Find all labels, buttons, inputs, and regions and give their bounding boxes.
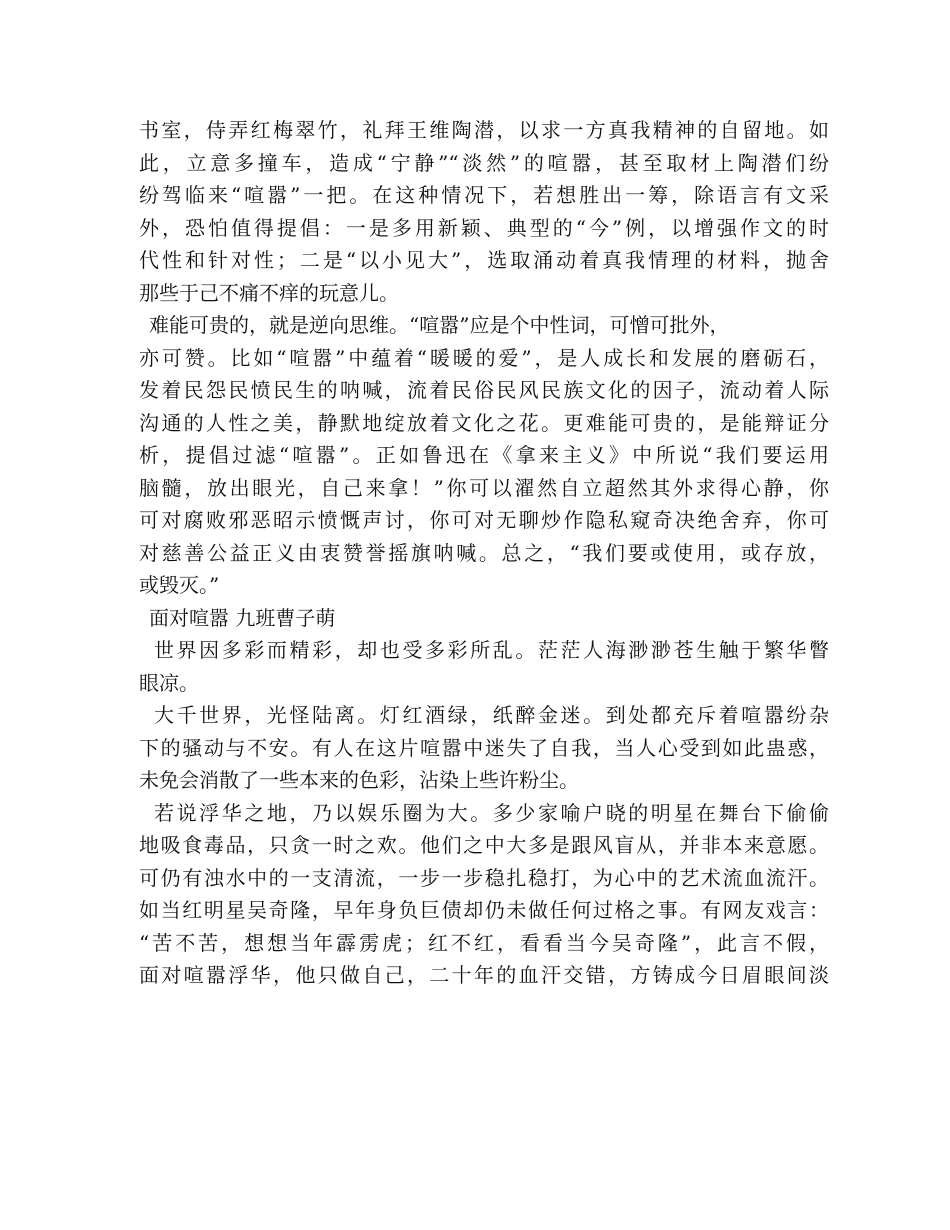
text-line: 可对腐败邪恶昭示愤慨声讨，你可对无聊炒作隐私窥奇决绝舍弃，你可 (139, 508, 829, 532)
text-line: 此，立意多撞车，造成“宁静”“淡然”的喧嚣，甚至取材上陶潜们纷 (139, 150, 829, 175)
text-line: 眼凉。 (139, 670, 199, 695)
text-line: 脑髓，放出眼光，自己来拿！”你可以濯然自立超然其外求得心静，你 (139, 475, 829, 500)
text-line: 对慈善公益正义由衷赞誉摇旗呐喊。总之，“我们要或使用，或存放， (139, 540, 829, 565)
text-line: 难能可贵的，就是逆向思维。“喧嚣”应是个中性词，可憎可批外， (149, 313, 730, 337)
text-line: 未免会消散了一些本来的色彩，沾染上些许粉尘。 (139, 768, 579, 792)
text-line: 外，恐怕值得提倡：一是多用新颖、典型的“今”例，以增强作文的时 (139, 215, 829, 240)
text-line: 下的骚动与不安。有人在这片喧嚣中迷失了自我，当人心受到如此蛊惑， (139, 735, 829, 760)
text-line: 纷驾临来“喧嚣”一把。在这种情况下，若想胜出一筹，除语言有文采 (139, 183, 829, 207)
text-line: 沟通的人性之美，静默地绽放着文化之花。更难能可贵的，是能辩证分 (139, 410, 829, 435)
text-line: 那些于己不痛不痒的玩意儿。 (139, 280, 399, 305)
text-line: 发着民怨民愤民生的呐喊，流着民俗民风民族文化的因子，流动着人际 (139, 378, 829, 402)
text-line: 亦可赞。比如“喧嚣”中蕴着“暖暖的爱”，是人成长和发展的磨砺石， (139, 345, 829, 370)
text-line: “苦不苦，想想当年霹雳虎；红不红，看看当今吴奇隆”，此言不假， (139, 930, 829, 955)
text-line: 书室，侍弄红梅翠竹，礼拜王维陶潜，以求一方真我精神的自留地。如 (139, 118, 829, 142)
text-line: 或毁灭。” (139, 573, 220, 597)
text-line: 代性和针对性；二是“以小见大”，选取涌动着真我情理的材料，抛舍 (139, 248, 829, 272)
document-body (139, 114, 829, 992)
text-line: 若说浮华之地，乃以娱乐圈为大。多少家喻户晓的明星在舞台下偷偷 (154, 800, 829, 825)
text-line: 地吸食毒品，只贪一时之欢。他们之中大多是跟风盲从，并非本来意愿。 (139, 833, 829, 857)
text-line: 面对喧嚣 九班曹子萌 (149, 605, 336, 630)
text-line: 世界因多彩而精彩，却也受多彩所乱。茫茫人海渺渺苍生触于繁华瞥 (154, 638, 829, 662)
text-line: 可仍有浊水中的一支清流，一步一步稳扎稳打，为心中的艺术流血流汗。 (139, 865, 829, 890)
text-line: 析，提倡过滤“喧嚣”。正如鲁迅在《拿来主义》中所说“我们要运用 (139, 443, 829, 467)
text-line: 如当红明星吴奇隆，早年身负巨债却仍未做任何过格之事。有网友戏言： (139, 898, 829, 922)
text-line: 面对喧嚣浮华，他只做自己，二十年的血汗交错，方铸成今日眉眼间淡 (139, 963, 829, 987)
text-line: 大千世界，光怪陆离。灯红酒绿，纸醉金迷。到处都充斥着喧嚣纷杂 (154, 703, 829, 727)
